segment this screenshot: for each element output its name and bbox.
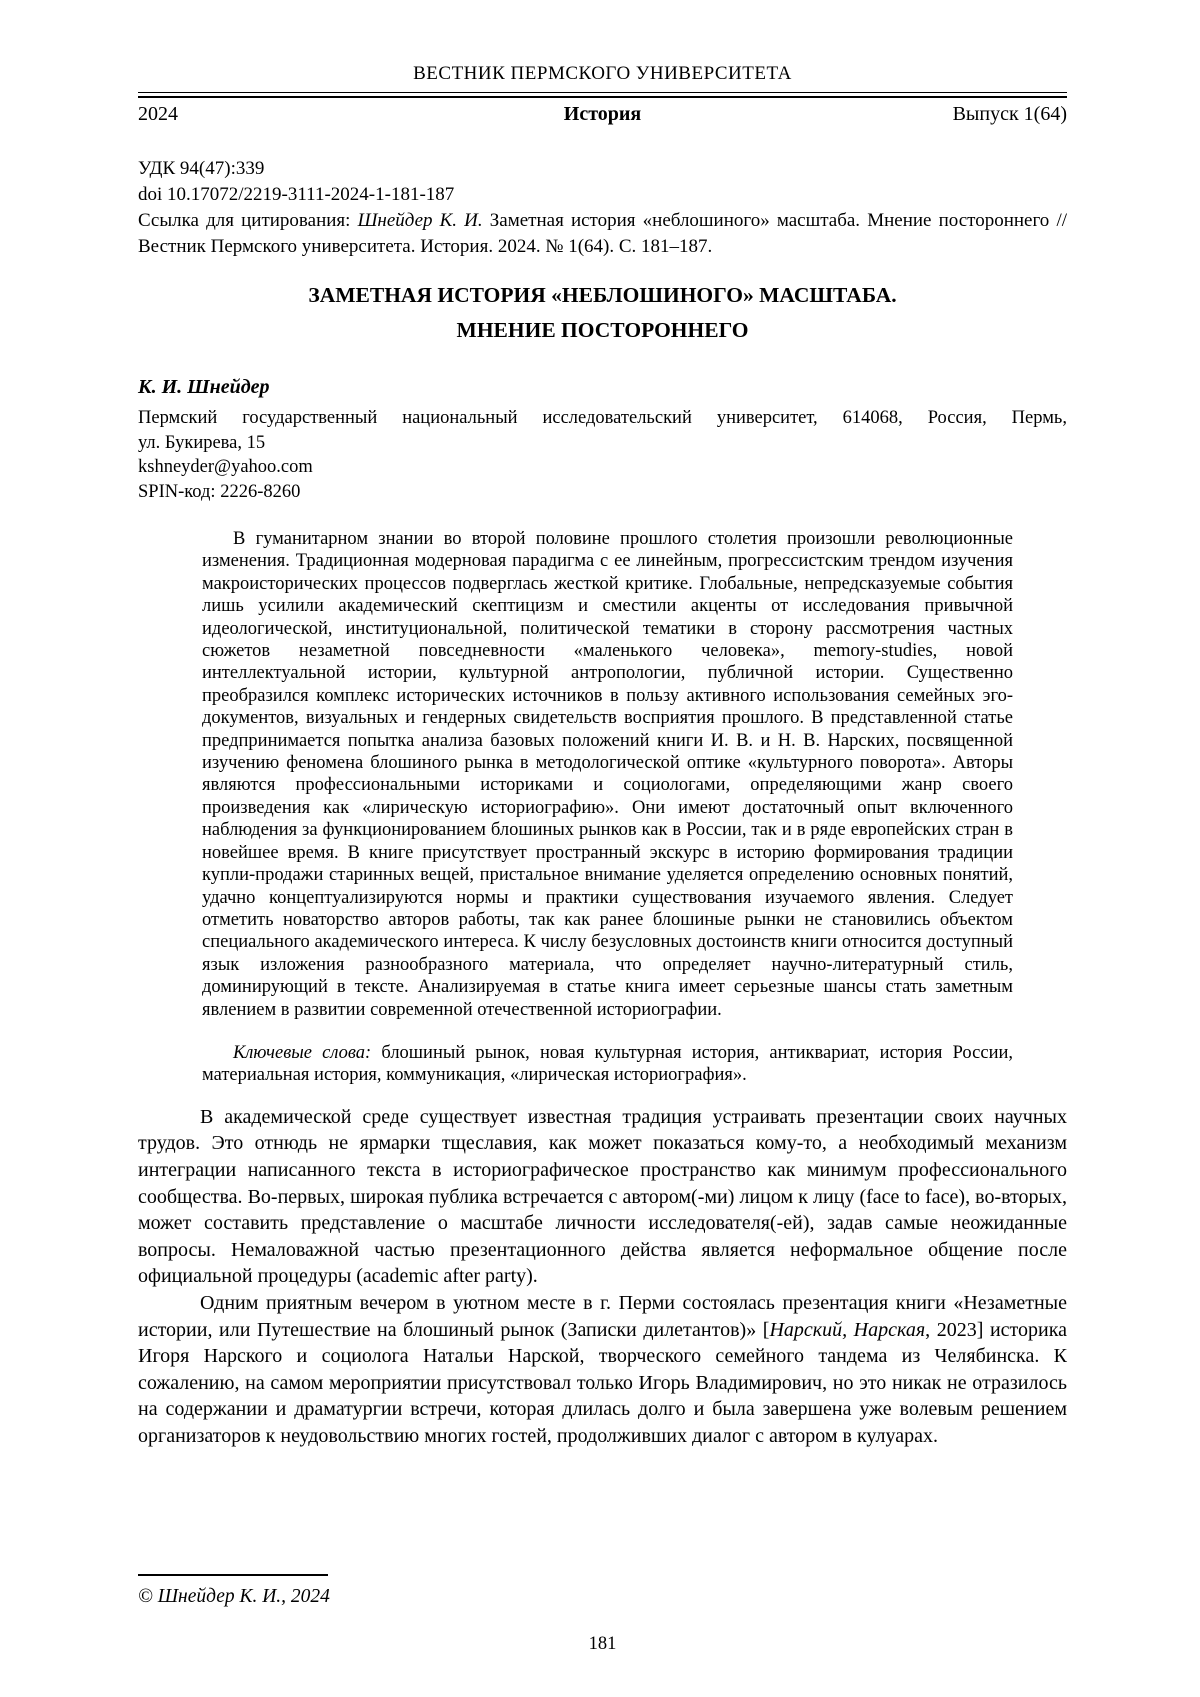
doi-line: doi 10.17072/2219-3111-2024-1-181-187 xyxy=(138,184,455,205)
article-title-line-2: МНЕНИЕ ПОСТОРОННЕГО xyxy=(456,318,749,342)
article-title xyxy=(138,278,1067,348)
journal-header xyxy=(138,62,1067,128)
body-paragraph-2-text: Одним приятным вечером в уютном месте в г. Перми состоялась презентация книги «Незаметные истории, или Путешествие на блошиный рынок (Записки дилетантов)» [ xyxy=(138,1291,1067,1341)
keywords-label: Ключевые слова: xyxy=(233,1042,372,1063)
journal-title: ВЕСТНИК ПЕРМСКОГО УНИВЕРСИТЕТА xyxy=(413,63,792,84)
abstract-text: В гуманитарном знании во второй половине прошлого столетия произошли революционные изменения. Традиционная модерновая парадигма с ее линейным, прогрессистским трендом изучения макроисторических процессов подверглась жесткой критике. Глобальные, непредсказуемые события лишь усилили академический скептицизм и сместили акценты от исследования привычной идеологической, институциональной, политической тематики в сторону рассмотрения частных сюжетов незаметной повседневности «маленького человека», memory-studies, новой интеллектуальной истории, культурной антропологии, публичной истории. Существенно преобразился комплекс исторических источников в пользу активного использования семейных эго-документов, визуальных и гендерных свидетельств восприятия прошлого. В представленной статье предпринимается попытка анализа базовых положений книги И. В. и Н. В. Нарских, посвященной изучению феномена блошиного рынка в методологической оптике «культурного поворота». Авторы являются профессиональными историками и социологами, определяющими жанр своего произведения как «лирическую историографию». Они имеют достаточный опыт включенного наблюдения за функционированием блошиных рынков как в России, так и в ряде европейских стран в новейшее время. В книге присутствует пространный экскурс в историю формирования традиции купли-продажи старинных вещей, пристальное внимание уделяется определению основных понятий, удачно концептуализируются нормы и практики существования изучаемого явления. Следует отметить новаторство авторов работы, так как ранее блошиные рынки не становились объектом специального академического интереса. К числу безусловных достоинств книги относится доступный язык изложения разнообразного материала, что определяет научно-литературный стиль, доминирующий в тексте. Анализируемая в статье книга имеет серьезные шансы стать заметным явлением в развитии современной отечественной историографии. xyxy=(202,529,1013,1020)
article-body xyxy=(138,1104,1067,1450)
footnote-rule xyxy=(138,1574,328,1576)
journal-info-row xyxy=(138,101,1067,128)
body-paragraph-2 xyxy=(138,1290,1067,1450)
journal-section: История xyxy=(563,103,642,125)
udc-line: УДК 94(47):339 xyxy=(138,158,265,179)
body-paragraph-2-text-cont: , 2023] историка Игоря Нарского и социолога Натальи Нарской, творческого семейного тандема из Челябинска. К сожалению, на самом мероприятии присутствовал только Игорь Владимирович, но это никак не отразилось на содержании и драматургии встречи, которая длилась долго и была завершена уже волевым решением организаторов к неудовольствию многих гостей, продолживших диалог с автором в кулуарах. xyxy=(138,1318,1067,1447)
article-meta xyxy=(138,156,1067,260)
affiliation-block xyxy=(138,406,1067,504)
author-email: kshneyder@yahoo.com xyxy=(138,457,313,477)
author-name: К. И. Шнейдер xyxy=(138,376,270,398)
body-paragraph-1: В академической среде существует известная традиция устраивать презентации своих научных трудов. Это отнюдь не ярмарки тщеславия, как может показаться кому-то, а необходимый механизм интеграции написанного текста в историографическое пространство как минимум профессионального сообщества. Во-первых, широкая публика встречается с автором(-ми) лицом к лицу (face to face), во-вторых, может составить представление о масштабе личности исследователя(-ей), задав самые неожиданные вопросы. Немаловажной частью презентационного действа является неформальное общение после официальной процедуры (academic after party). xyxy=(138,1105,1067,1288)
keywords-text: блошиный рынок, новая культурная история, антиквариат, история России, материальная история, коммуникация, «лирическая историография». xyxy=(202,1042,1013,1086)
citation-label: Ссылка для цитирования: xyxy=(138,210,358,231)
journal-year: 2024 xyxy=(138,103,178,125)
page-number: 181 xyxy=(588,1634,617,1654)
author-spin-code: SPIN-код: 2226-8260 xyxy=(138,481,301,502)
affiliation-line-1: Пермский государственный национальный исследовательский университет, 614068, Россия, Пермь, xyxy=(138,408,1067,428)
page-footer xyxy=(138,1574,1067,1656)
body-paragraph-2-reference: Нарский, Нарская xyxy=(769,1318,926,1341)
affiliation-line-2: ул. Букирева, 15 xyxy=(138,432,266,453)
header-double-rule xyxy=(138,92,1067,98)
citation-rest: Заметная история «неблошиного» масштаба. Мнение постороннего // Вестник Пермского университета. История. 2024. № 1(64). С. 181–187. xyxy=(138,210,1068,257)
citation-line xyxy=(138,208,1067,260)
keywords-block xyxy=(202,1042,1013,1087)
copyright-notice: © Шнейдер К. И., 2024 xyxy=(138,1586,330,1607)
article-title-line-1: ЗАМЕТНАЯ ИСТОРИЯ «НЕБЛОШИНОГО» МАСШТАБА. xyxy=(308,283,897,307)
journal-issue: Выпуск 1(64) xyxy=(952,103,1067,125)
citation-author: Шнейдер К. И. xyxy=(357,210,483,231)
